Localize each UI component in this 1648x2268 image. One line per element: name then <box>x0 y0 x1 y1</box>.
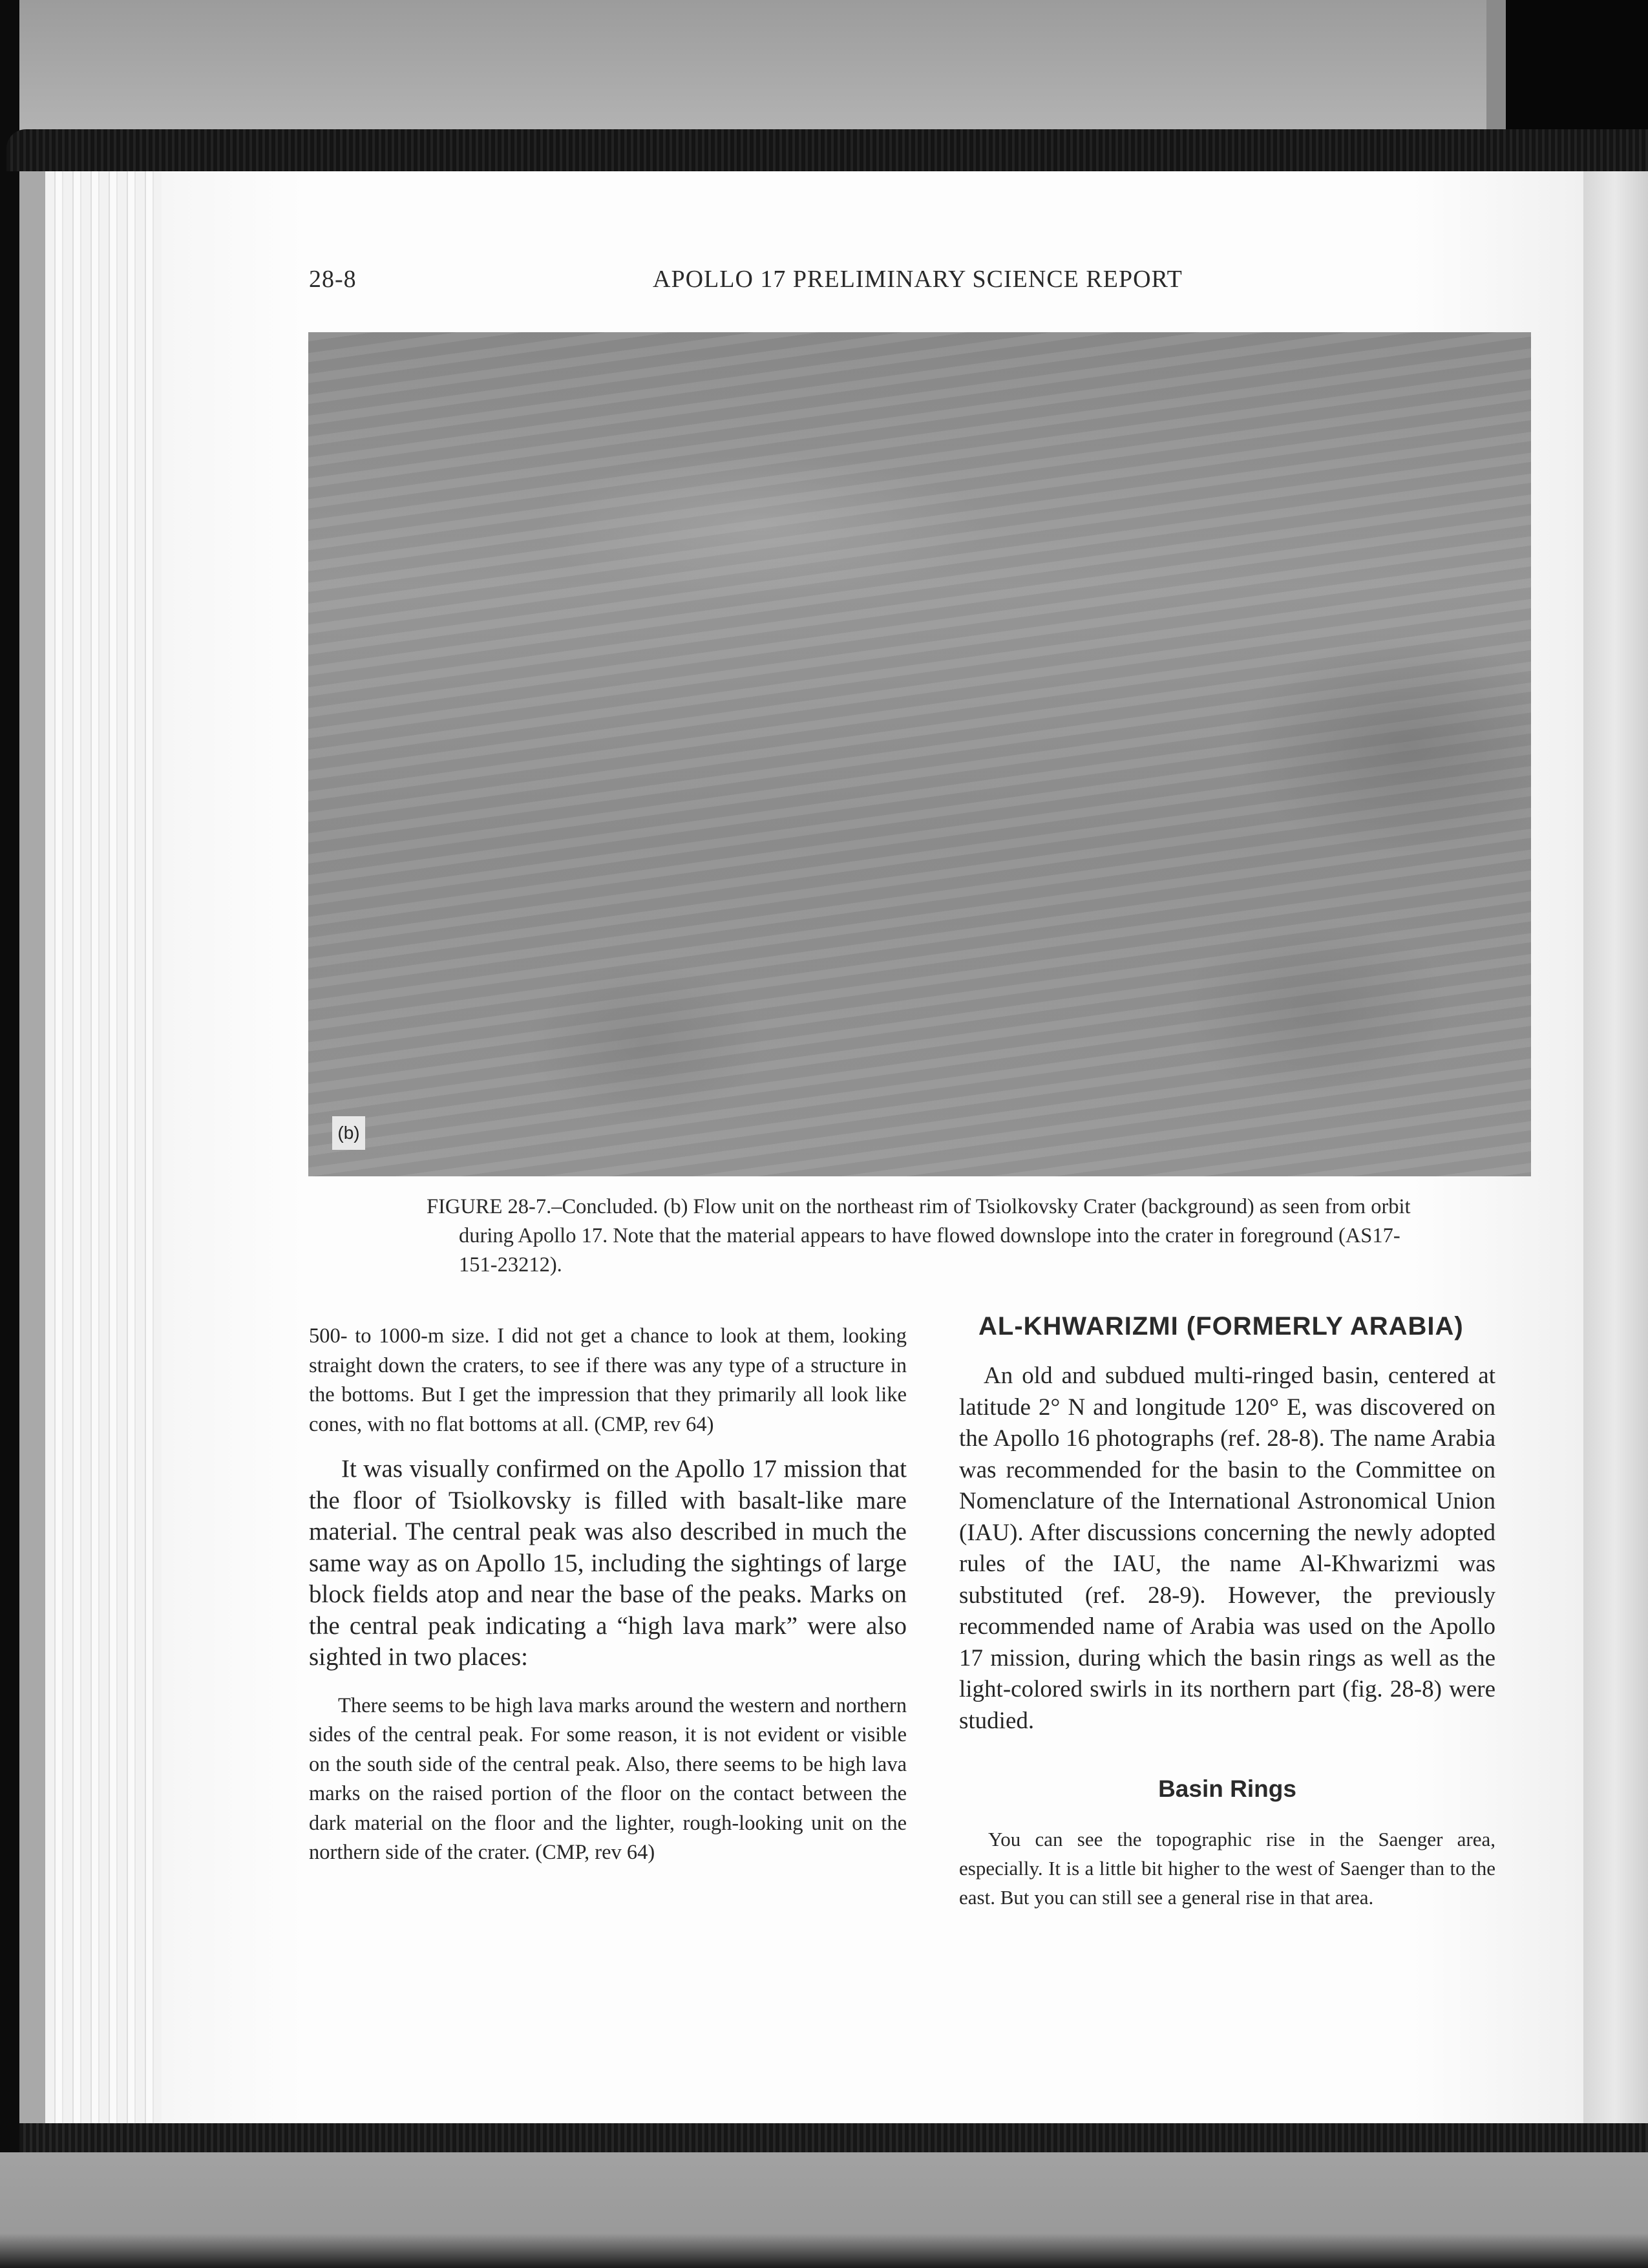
quote-basin-rings: You can see the topographic rise in the Saenger area, especially. It is a little bit higher to the west of Saenger than to the east. But you can still see a general rise in that area. <box>959 1828 1495 1909</box>
scan-background-bottom <box>0 2152 1648 2268</box>
right-column <box>959 1312 1495 1912</box>
left-column <box>309 1322 907 1868</box>
lunar-surface-photo <box>308 332 1531 1176</box>
facing-page-edge <box>1582 171 1648 2123</box>
section-heading: AL-KHWARIZMI (FORMERLY ARABIA) <box>978 1312 1464 1341</box>
caption-continuation: seen from orbit during Apollo 17. Note that the material appears to have flowed downslope into the crater in foreground (AS17-151-23212). <box>459 1195 1411 1277</box>
book-cover-left <box>0 0 19 2268</box>
book-binding-bottom <box>19 2123 1648 2152</box>
body-paragraph-tsiolkovsky: It was visually confirmed on the Apollo 17 mission that the floor of Tsiolkovsky is filled with basalt-like mare material. The central peak was also described in much the same way as on Apollo 15, including the sightings of large block fields atop and near the base of the peaks. Marks on the central peak indicating a “high lava mark” were also sighted in two places: <box>309 1455 907 1671</box>
figure-caption <box>427 1192 1435 1280</box>
book-binding-top <box>6 129 1648 171</box>
running-head-title: APOLLO 17 PRELIMINARY SCIENCE REPORT <box>653 266 1183 293</box>
subsection-heading: Basin Rings <box>1158 1775 1296 1802</box>
page-number: 28-8 <box>309 266 357 293</box>
scan-background-top <box>0 0 1648 139</box>
body-paragraph-al-khwarizmi: An old and subdued multi-ringed basin, centered at latitude 2° N and longitude 120° E, was discovered on the Apollo 16 photographs (ref. 28-8). The name Arabia was recommended for the basin to the Committee on Nomenclature of the International Astronomical Union (IAU). After discussions concerning the newly adopted rules of the IAU, the name Al-Khwarizmi was substituted (ref. 28-9). However, the previously recommended name of Arabia was used on the Apollo 17 mission, during which the basin rings as well as the light-colored swirls in its northern part (fig. 28-8) were studied. <box>959 1362 1495 1734</box>
figure-panel-label: (b) <box>332 1116 365 1150</box>
quote-continued: 500- to 1000-m size. I did not get a chance to look at them, looking straight down the craters, to see if there was any type of a structure in the bottoms. But I get the impression that they primarily all look like cones, with no flat bottoms at all. (CMP, rev 64) <box>309 1324 907 1436</box>
caption-line-1: FIGURE 28-7.–Concluded. (b) Flow unit on the northeast rim of Tsiolkovsky Crater (background) as <box>427 1195 1277 1218</box>
quote-lava-marks: There seems to be high lava marks around the western and northern sides of the central peak. For some reason, it is not evident or visible on the south side of the central peak. Also, there seems to be high lava marks on the raised portion of the floor on the contact between the dark material on the floor and the lighter, rough-looking unit on the northern side of the crater. (CMP, rev 64) <box>309 1693 907 1864</box>
